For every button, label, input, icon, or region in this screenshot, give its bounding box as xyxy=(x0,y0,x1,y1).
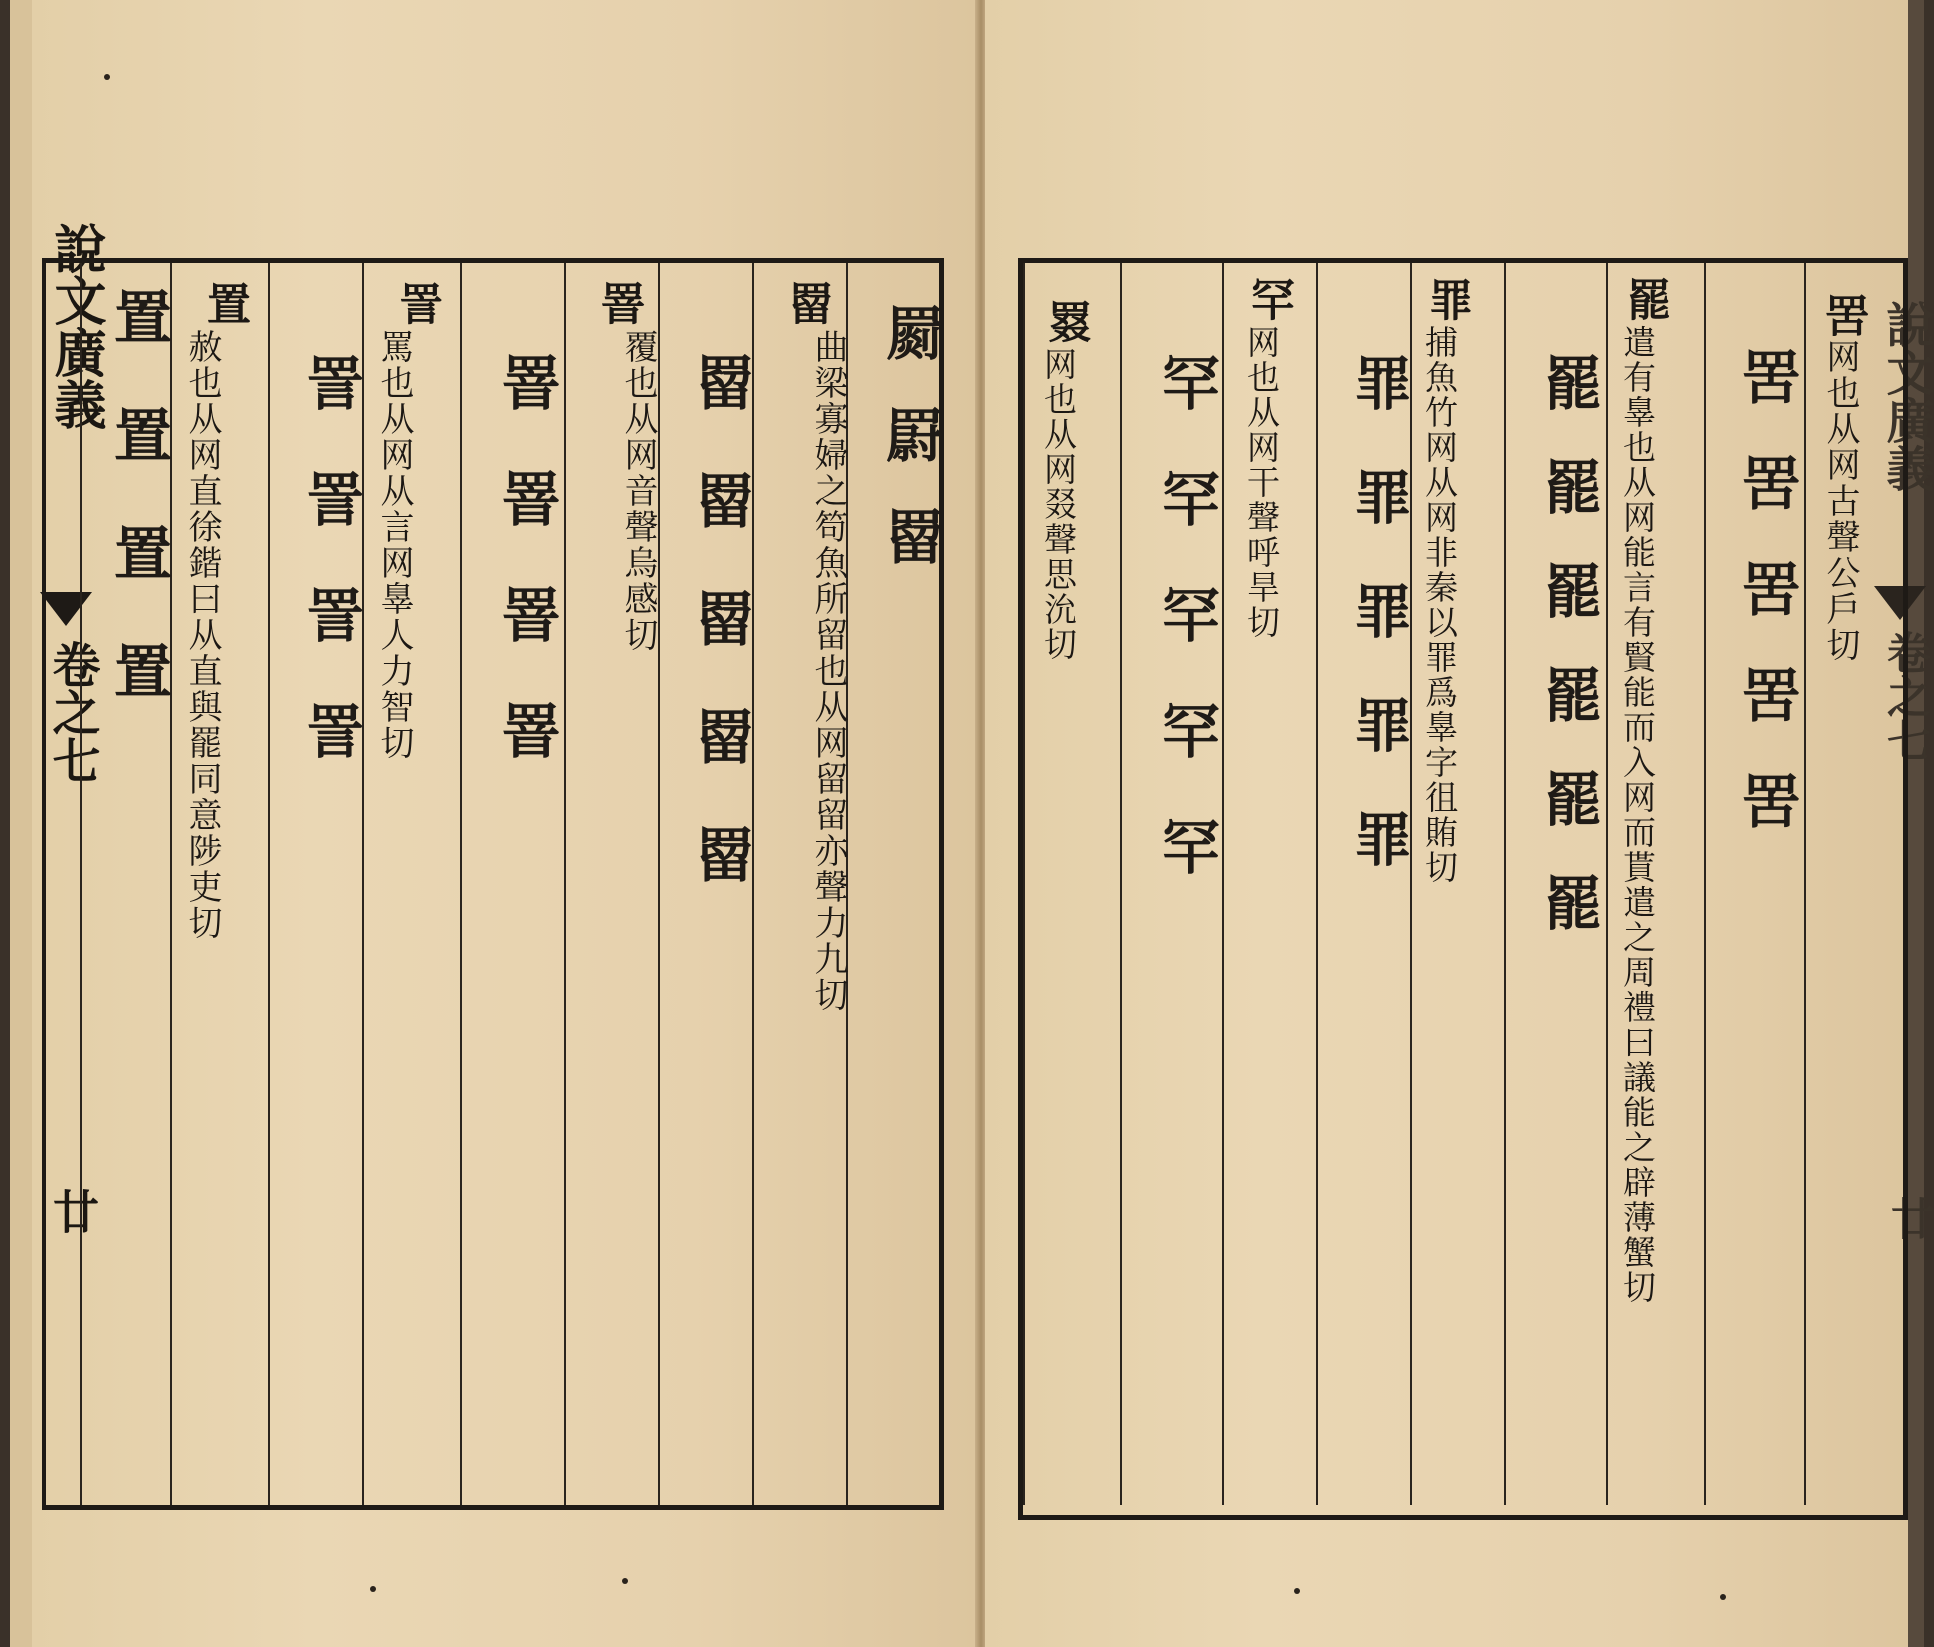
entry-note: 遣有辠也从网能言有賢能而入网而貰遣之周禮曰議能之辟薄蟹切 xyxy=(1618,325,1657,1305)
right-margin-folio: 廿 xyxy=(1883,1196,1934,1240)
ink-dot xyxy=(370,1586,376,1592)
left-col-8 xyxy=(80,263,170,1505)
right-col-8 xyxy=(1023,263,1120,1505)
seal-glyphs: 罟罟罟罟罟 xyxy=(1732,347,1800,877)
right-col-3 xyxy=(1504,263,1606,1505)
right-col-6 xyxy=(1222,263,1316,1505)
left-col-2 xyxy=(658,263,752,1505)
right-col-5 xyxy=(1316,263,1410,1505)
entry-note: 网也从网叕聲思沇切 xyxy=(1039,347,1078,662)
entry-head: 罶 xyxy=(781,281,832,327)
entry-head: 置 xyxy=(199,281,250,327)
right-margin-title: 說文廣義 xyxy=(1878,300,1934,492)
entry-note: 覆也从网音聲烏感切 xyxy=(618,329,658,653)
entry-head: 詈 xyxy=(391,281,442,327)
ink-dot xyxy=(104,74,110,80)
ink-dot xyxy=(622,1578,628,1584)
entry-head: 罪 xyxy=(1421,277,1472,323)
seal-glyphs: 罷罷罷罷罷罷 xyxy=(1534,353,1602,977)
seal-glyphs: 罯罯罯罯 xyxy=(492,353,560,817)
left-col-3 xyxy=(564,263,658,1505)
book-spread xyxy=(10,0,1934,1647)
seal-glyphs: 罕罕罕罕罕 xyxy=(1152,353,1220,933)
left-col-6 xyxy=(268,263,362,1505)
entry-note: 网也从网古聲公戶切 xyxy=(1820,339,1860,663)
entry-head: 罬 xyxy=(1040,299,1091,345)
right-col-4 xyxy=(1410,263,1504,1505)
right-col-2 xyxy=(1606,263,1704,1505)
right-col-7 xyxy=(1120,263,1222,1505)
right-margin-volume: 卷之七 xyxy=(1879,630,1930,762)
seal-glyphs: 罶罶罶罶罶 xyxy=(686,353,754,943)
entry-head: 罯 xyxy=(593,281,644,327)
entry-head: 罕 xyxy=(1243,277,1294,323)
left-margin-volume: 卷之七 xyxy=(44,640,100,784)
entry-head: 罷 xyxy=(1619,277,1670,323)
left-col-4 xyxy=(460,263,564,1505)
seal-glyphs: 罽罻罶 xyxy=(876,303,944,609)
entry-note: 赦也从网直徐鍇曰从直與罷同意陟吏切 xyxy=(182,329,222,941)
seal-glyphs: 置置置置 xyxy=(104,287,172,759)
seal-glyphs: 詈詈詈詈 xyxy=(296,353,364,817)
left-col-5 xyxy=(362,263,460,1505)
left-col-1 xyxy=(752,263,846,1505)
entry-head: 罟 xyxy=(1817,293,1868,339)
right-col-0 xyxy=(1804,263,1904,1505)
left-col-7 xyxy=(170,263,268,1505)
ink-dot xyxy=(1720,1594,1726,1600)
entry-note: 网也从网干聲呼旱切 xyxy=(1242,325,1281,640)
left-margin-title: 說文廣義 xyxy=(45,222,106,430)
entry-note: 罵也从网从言网辠人力智切 xyxy=(374,329,414,761)
right-col-1 xyxy=(1704,263,1804,1505)
ink-dot xyxy=(1294,1588,1300,1594)
seal-glyphs: 罪罪罪罪罪 xyxy=(1344,353,1412,923)
entry-note: 曲梁寡婦之笱魚所留也从网留留亦聲力九切 xyxy=(808,329,848,1013)
entry-note: 捕魚竹网从网非秦以罪爲辠字徂賄切 xyxy=(1420,325,1459,885)
left-margin-folio: 廿 xyxy=(46,1188,100,1234)
page-edge xyxy=(1908,0,1924,1647)
left-col-0 xyxy=(846,263,944,1505)
